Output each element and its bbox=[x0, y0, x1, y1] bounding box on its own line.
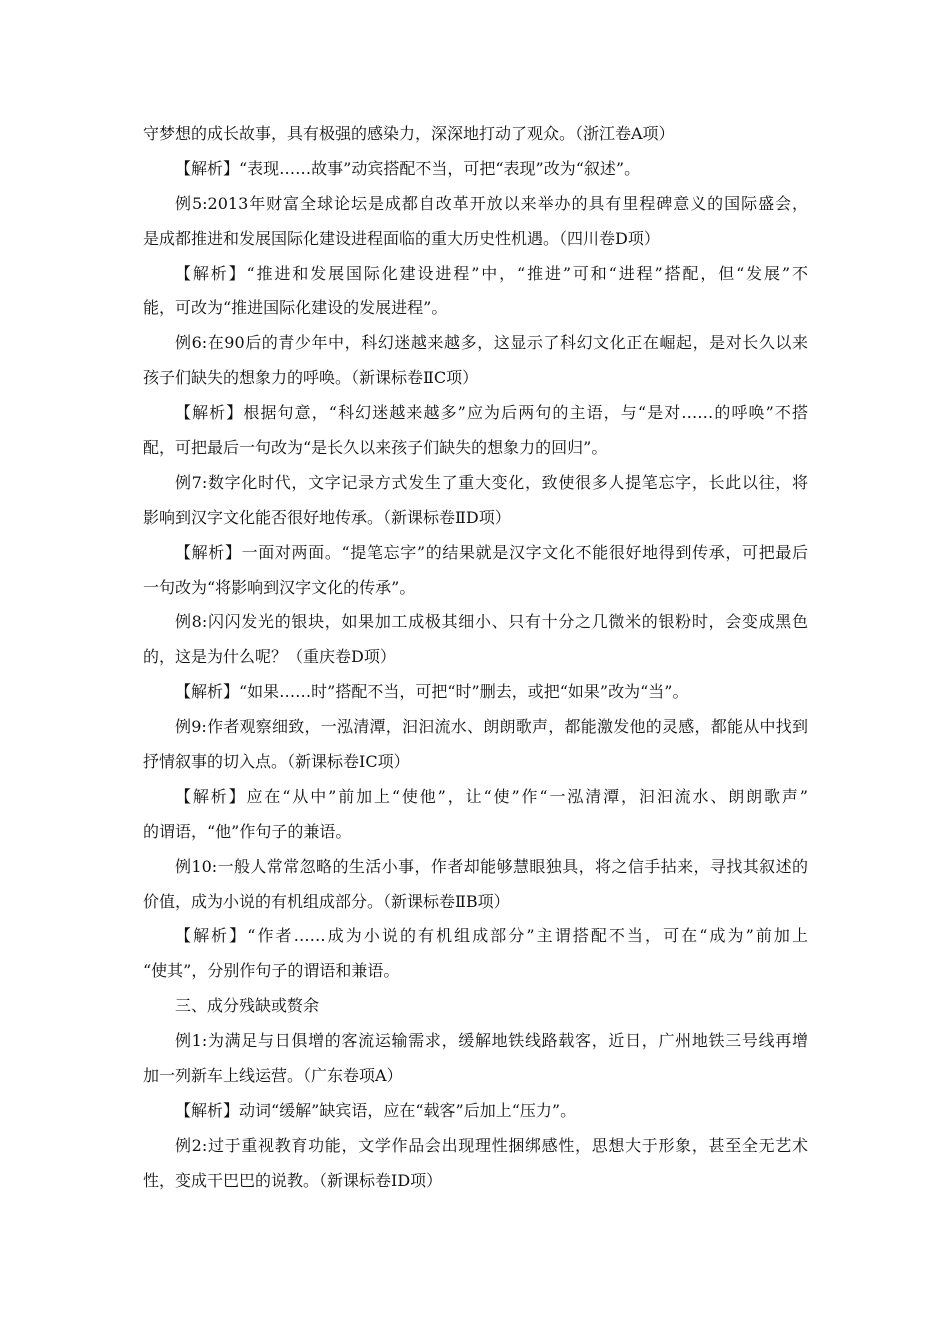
text-line: 例8:闪闪发光的银块，如果加工成极其细小、只有十分之几微米的银粉时，会变成黑色 bbox=[175, 612, 808, 632]
text-line: 例7:数字化时代，文字记录方式发生了重大变化，致使很多人提笔忘字，长此以往，将 bbox=[175, 472, 808, 492]
text-line: 【解析】“表现……故事”动宾搭配不当，可把“表现”改为“叙述”。 bbox=[175, 158, 641, 178]
text-line: 例5:2013年财富全球论坛是成都自改革开放以来举办的具有里程碑意义的国际盛会， bbox=[175, 193, 808, 213]
text-line: 性，变成干巴巴的说教。（新课标卷ⅠD项） bbox=[143, 1170, 443, 1190]
text-line: 抒情叙事的切入点。（新课标卷ⅠC项） bbox=[143, 752, 410, 772]
text-line: 【解析】根据句意，“科幻迷越来越多”应为后两句的主语，与“是对……的呼唤”不搭 bbox=[175, 403, 808, 423]
text-line: 例9:作者观察细致，一泓清潭，汩汩流水、朗朗歌声，都能激发他的灵感，都能从中找到 bbox=[175, 717, 808, 737]
text-line: 的谓语，“他”作句子的兼语。 bbox=[143, 821, 352, 841]
text-line: “使其”，分别作句子的谓语和兼语。 bbox=[143, 961, 400, 981]
text-line: 影响到汉字文化能否很好地传承。（新课标卷ⅡD项） bbox=[143, 507, 511, 527]
text-line: 三、成分残缺或赘余 bbox=[175, 996, 320, 1016]
text-line: 能，可改为“推进国际化建设的发展进程”。 bbox=[143, 298, 448, 318]
text-line: 价值，成为小说的有机组成部分。（新课标卷ⅡB项） bbox=[143, 891, 510, 911]
text-line: 配，可把最后一句改为“是长久以来孩子们缺失的想象力的回归”。 bbox=[143, 438, 608, 458]
text-line: 例1:为满足与日俱增的客流运输需求，缓解地铁线路载客，近日，广州地铁三号线再增 bbox=[175, 1031, 808, 1051]
text-line: 一句改为“将影响到汉字文化的传承”。 bbox=[143, 577, 416, 597]
text-line: 例2:过于重视教育功能，文学作品会出现理性捆绑感性，思想大于形象，甚至全无艺术 bbox=[175, 1135, 808, 1155]
text-line: 【解析】应在“从中”前加上“使他”，让“使”作“一泓清潭，汩汩流水、朗朗歌声” bbox=[175, 786, 808, 806]
document-page bbox=[143, 117, 808, 1199]
text-line: 加一列新车上线运营。（广东卷项A） bbox=[143, 1066, 403, 1086]
text-line: 【解析】“作者……成为小说的有机组成部分”主谓搭配不当，可在“成为”前加上 bbox=[175, 926, 808, 946]
text-line: 是成都推进和发展国际化建设进程面临的重大历史性机遇。（四川卷D项） bbox=[143, 228, 660, 248]
text-line: 【解析】动词“缓解”缺宾语，应在“载客”后加上“压力”。 bbox=[175, 1100, 577, 1120]
text-line: 【解析】“推进和发展国际化建设进程”中，“推进”可和“进程”搭配，但“发展”不 bbox=[175, 263, 808, 283]
text-line: 【解析】一面对两面。“提笔忘字”的结果就是汉字文化不能很好地得到传承，可把最后 bbox=[175, 542, 808, 562]
text-line: 守梦想的成长故事，具有极强的感染力，深深地打动了观众。（浙江卷A项） bbox=[143, 124, 675, 143]
text-line: 例6:在90后的青少年中，科幻迷越来越多，这显示了科幻文化正在崛起，是对长久以来 bbox=[175, 333, 808, 353]
text-line: 的，这是为什么呢？（重庆卷D项） bbox=[143, 647, 396, 667]
text-line: 【解析】“如果……时”搭配不当，可把“时”删去，或把“如果”改为“当”。 bbox=[175, 682, 689, 702]
text-line: 例10:一般人常常忽略的生活小事，作者却能够慧眼独具，将之信手拈来，寻找其叙述的 bbox=[175, 856, 808, 876]
text-line: 孩子们缺失的想象力的呼唤。（新课标卷ⅡC项） bbox=[143, 368, 479, 388]
